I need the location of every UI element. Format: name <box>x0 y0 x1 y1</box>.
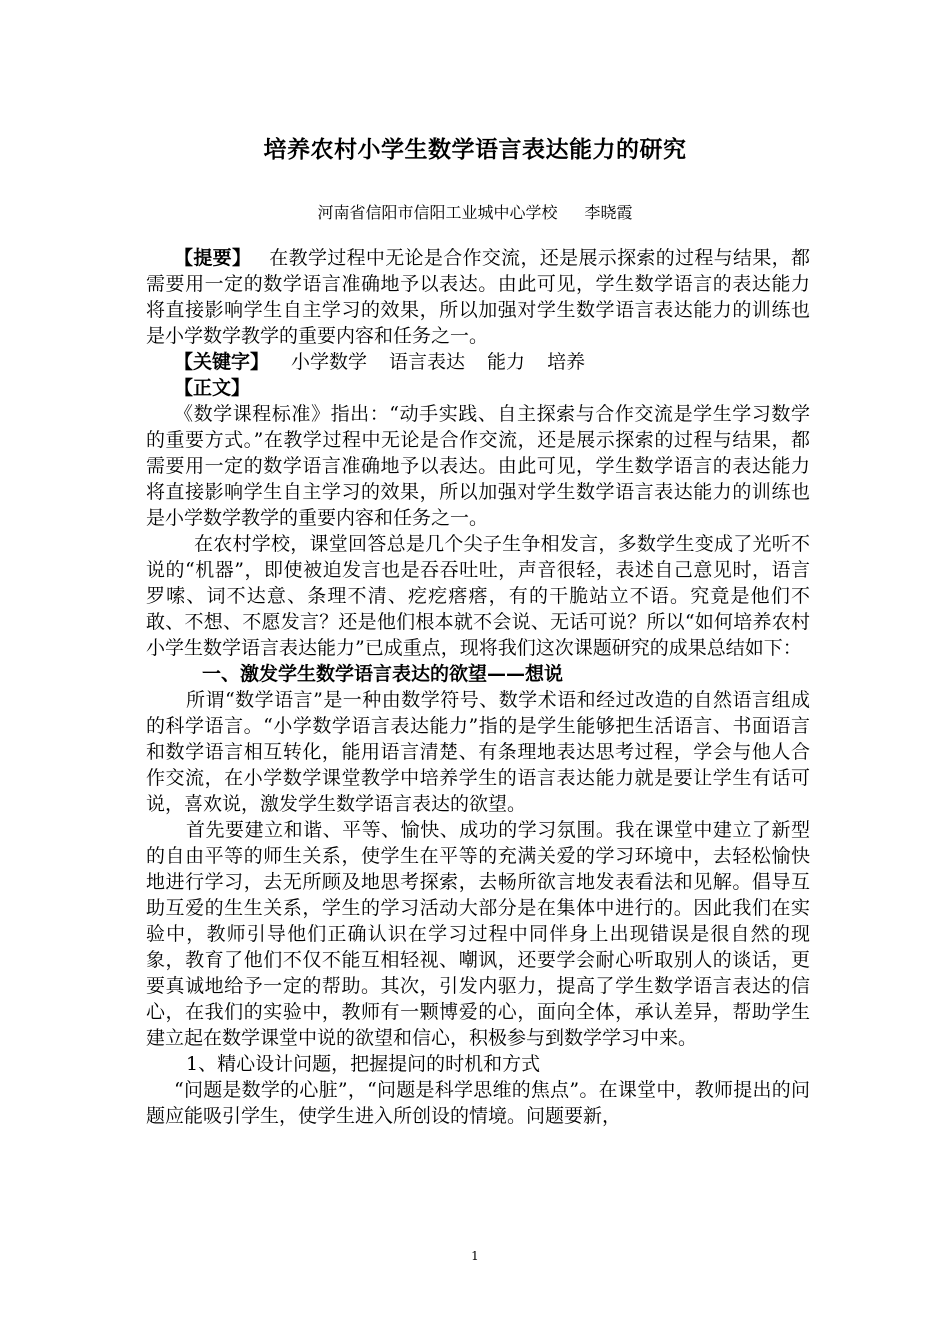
subsection-heading: 1、精心设计问题，把握提问的时机和方式 <box>186 1053 541 1075</box>
page-number: 1 <box>471 1249 479 1263</box>
abstract-label: 【提要】 <box>174 247 252 269</box>
author-line <box>0 200 950 226</box>
author-school: 河南省信阳市信阳工业城中心学校 <box>317 203 558 222</box>
keyword: 培养 <box>547 351 586 373</box>
abstract-text: 在教学过程中无论是合作交流，还是展示探索的过程与结果，都需要用一定的数学语言准确地予以表达。由此可见，学生数学语言的表达能力将直接影响学生自主学习的效果，所以加强对学生数学语言表达能力的训练也是小学数学教学的重要内容和任务之一。 <box>146 247 810 347</box>
body-paragraph: “问题是数学的心脏”，“问题是科学思维的焦点”。在课堂中，教师提出的问题应能吸引学生，使学生进入所创设的情境。问题要新， <box>146 1079 810 1127</box>
keyword: 能力 <box>487 351 526 373</box>
body-paragraph: 首先要建立和谐、平等、愉快、成功的学习氛围。我在课堂中建立了新型的自由平等的师生关系，使学生在平等的充满关爱的学习环境中，去轻松愉快地进行学习，去无所顾及地思考探索，去畅所欲言地发表看法和见解。倡导互助互爱的生生关系，学生的学习活动大部分是在集体中进行的。因此我们在实验中，教师引导他们正确认识在学习过程中同伴身上出现错误是很自然的现象，教育了他们不仅不能互相轻视、嘲讽，还要学会耐心听取别人的谈话，更要真诚地给予一定的帮助。其次，引发内驱力，提高了学生数学语言表达的信心，在我们的实验中，教师有一颗博爱的心，面向全体，承认差异，帮助学生建立起在数学课堂中说的欲望和信心，积极参与到数学学习中来。 <box>146 819 810 1049</box>
section-heading: 一、激发学生数学语言表达的欲望——想说 <box>202 663 564 685</box>
abstract-paragraph <box>146 245 810 349</box>
body-paragraph: 在农村学校，课堂回答总是几个尖子生争相发言，多数学生变成了光听不说的“机器”，即使被迫发言也是吞吞吐吐，声音很轻，表述自己意见时，语言罗嗦、词不达意、条理不清、疙疙瘩瘩，有的干脆站立不语。究竟是他们不敢、不想、不愿发言？还是他们根本就不会说、无话可说？所以“如何培养农村小学生数学语言表达能力”已成重点，现将我们这次课题研究的成果总结如下： <box>146 533 810 659</box>
keyword: 语言表达 <box>389 351 466 373</box>
document-body <box>146 245 810 1129</box>
body-paragraph: 所谓“数学语言”是一种由数学符号、数学术语和经过改造的自然语言组成的科学语言。“小学数学语言表达能力”指的是学生能够把生活语言、书面语言和数学语言相互转化，能用语言清楚、有条理地表达思考过程，学会与他人合作交流，在小学数学课堂教学中培养学生的语言表达能力就是要让学生有话可说，喜欢说，激发学生数学语言表达的欲望。 <box>146 689 810 815</box>
main-text-label: 【正文】 <box>174 377 251 399</box>
keywords-line <box>146 349 810 375</box>
keywords-label: 【关键字】 <box>174 351 270 373</box>
author-name: 李晓霞 <box>584 203 633 222</box>
body-paragraph: 《数学课程标准》指出：“动手实践、自主探索与合作交流是学生学习数学的重要方式。”在教学过程中无论是合作交流，还是展示探索的过程与结果，都需要用一定的数学语言准确地予以表达。由此可见，学生数学语言的表达能力将直接影响学生自主学习的效果，所以加强对学生数学语言表达能力的训练也是小学数学教学的重要内容和任务之一。 <box>146 403 810 529</box>
keyword: 小学数学 <box>291 351 368 373</box>
document-title: 培养农村小学生数学语言表达能力的研究 <box>263 137 687 163</box>
